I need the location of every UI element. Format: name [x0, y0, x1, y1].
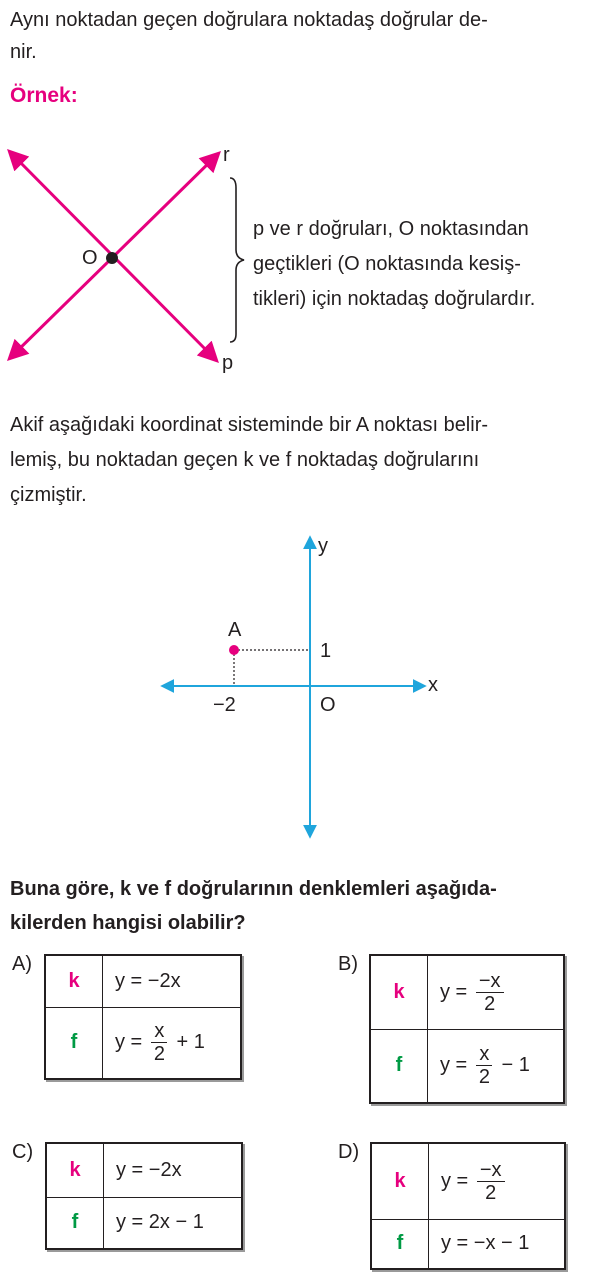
point-a-label: A — [228, 619, 242, 641]
explanation-line: geçtikleri (O noktasında kesiş- — [253, 253, 521, 275]
eq-prefix: y = — [440, 980, 468, 1003]
option-c-letter[interactable]: C) — [12, 1141, 34, 1163]
eq-suffix: + 1 — [176, 1031, 205, 1054]
point-o — [106, 252, 118, 264]
line-name-k: k — [45, 955, 103, 1007]
fraction-numerator: −x — [477, 1159, 505, 1182]
option-a-row-f — [45, 1007, 241, 1079]
fraction — [477, 1159, 505, 1204]
fraction-denominator: 2 — [153, 1043, 165, 1066]
x-axis-label: x — [428, 674, 438, 696]
example-label: Örnek: — [10, 84, 78, 107]
question-line: kilerden hangisi olabilir? — [10, 912, 246, 934]
fraction-numerator: x — [476, 1043, 492, 1066]
intro-line: nir. — [10, 41, 37, 63]
option-c-row-k — [46, 1143, 242, 1197]
point-x-label: −2 — [213, 694, 236, 716]
line-p-label: p — [222, 352, 234, 374]
fraction-denominator: 2 — [484, 992, 496, 1015]
fraction-numerator: x — [151, 1020, 167, 1043]
equation-f: y = 2x − 1 — [104, 1197, 243, 1249]
option-d-letter[interactable]: D) — [338, 1141, 360, 1163]
fraction — [151, 1020, 168, 1065]
option-b-row-f — [370, 1029, 564, 1103]
example-explanation — [253, 212, 598, 317]
curly-brace — [230, 178, 244, 342]
fraction — [476, 1043, 493, 1088]
problem-line: lemiş, bu noktadan geçen k ve f noktadaş doğrularını — [10, 449, 480, 471]
line-name-f: f — [370, 1029, 428, 1103]
equation-f — [103, 1007, 242, 1079]
option-c-table[interactable] — [45, 1142, 243, 1250]
question-line: Buna göre, k ve f doğrularının denklemleri aşağıda- — [10, 878, 497, 900]
example-point-label: O — [82, 247, 98, 269]
line-name-f: f — [45, 1007, 103, 1079]
question-text — [10, 872, 596, 940]
option-a-row-k — [45, 955, 241, 1007]
line-name-f: f — [46, 1197, 104, 1249]
option-b-row-k — [370, 955, 564, 1029]
problem-paragraph — [10, 408, 596, 513]
fraction-denominator: 2 — [485, 1181, 497, 1204]
point-a — [229, 645, 239, 655]
option-c-row-f — [46, 1197, 242, 1249]
option-a-table[interactable] — [44, 954, 242, 1080]
y-axis-label: y — [318, 535, 328, 557]
eq-suffix: − 1 — [501, 1054, 530, 1077]
fraction — [476, 970, 504, 1015]
equation-k: y = −2x — [104, 1143, 243, 1197]
explanation-line: tikleri) için noktadaş doğrulardır. — [253, 288, 536, 310]
line-r-label: r — [223, 144, 230, 166]
equation-k — [428, 955, 565, 1029]
fraction-numerator: −x — [476, 970, 504, 993]
line-name-f: f — [371, 1219, 429, 1269]
option-d-table[interactable] — [370, 1142, 566, 1270]
equation-k — [429, 1143, 566, 1219]
option-d-row-f — [371, 1219, 565, 1269]
problem-line: çizmiştir. — [10, 484, 87, 506]
eq-prefix: y = — [440, 1054, 468, 1077]
option-a-letter[interactable]: A) — [12, 953, 32, 975]
option-b-table[interactable] — [369, 954, 565, 1104]
point-y-label: 1 — [320, 640, 332, 662]
explanation-line: p ve r doğruları, O noktasından — [253, 218, 529, 240]
equation-f: y = −x − 1 — [429, 1219, 566, 1269]
line-name-k: k — [371, 1143, 429, 1219]
line-name-k: k — [46, 1143, 104, 1197]
equation-f — [428, 1029, 565, 1103]
origin-label: O — [320, 694, 336, 716]
equation-k: y = −2x — [103, 955, 242, 1007]
eq-prefix: y = — [441, 1169, 469, 1192]
option-b-letter[interactable]: B) — [338, 953, 358, 975]
line-name-k: k — [370, 955, 428, 1029]
option-d-row-k — [371, 1143, 565, 1219]
intro-line: Aynı noktadan geçen doğrulara noktadaş doğrular de- — [10, 9, 488, 31]
problem-line: Akif aşağıdaki koordinat sisteminde bir A noktası belir- — [10, 414, 489, 436]
eq-prefix: y = — [115, 1031, 143, 1054]
fraction-denominator: 2 — [478, 1066, 490, 1089]
